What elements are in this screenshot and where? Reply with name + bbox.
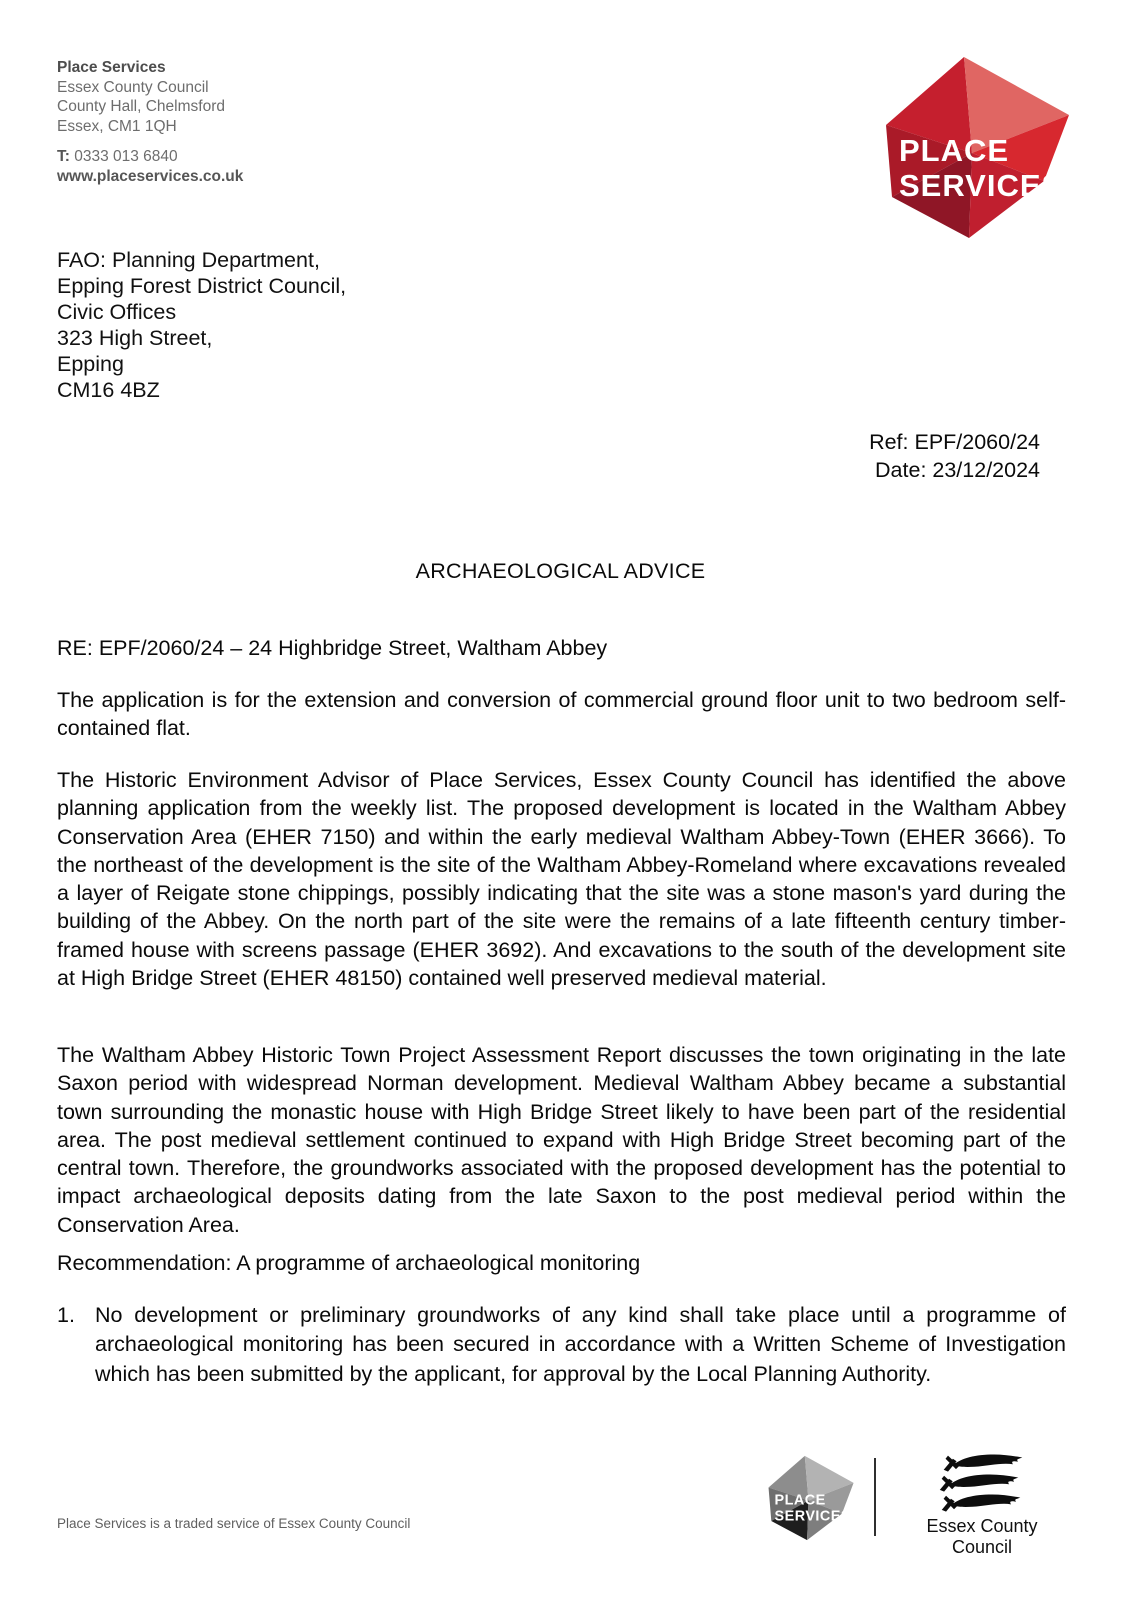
place-services-footer-logo <box>762 1455 855 1541</box>
footer-disclaimer: Place Services is a traded service of Essex County Council <box>57 1516 411 1531</box>
recipient-line: CM16 4BZ <box>57 378 160 402</box>
recipient-line: 323 High Street, <box>57 326 213 350</box>
recommendation-heading: Recommendation: A programme of archaeological monitoring <box>57 1251 641 1275</box>
recipient-line: Epping Forest District Council, <box>57 274 347 298</box>
recipient-line: Civic Offices <box>57 300 177 324</box>
essex-county-council-logo <box>898 1452 1066 1558</box>
condition-text: No development or preliminary groundworks of any kind shall take place until a programme of archaeological monitoring has been secured in accordance with a Written Scheme of Investigation which has been submitted by the applicant, for approval by the Local Planning Authority. <box>95 1303 1066 1386</box>
recipient-address-block <box>57 247 346 403</box>
gem-text-line2: SERVICES <box>899 168 1064 203</box>
reference-number: Ref: EPF/2060/24 <box>869 430 1040 454</box>
recipient-line: FAO: Planning Department, <box>57 248 320 272</box>
sender-address-line: Essex, CM1 1QH <box>57 117 177 135</box>
gem-icon <box>872 55 1072 240</box>
letter-title: ARCHAEOLOGICAL ADVICE <box>415 559 706 583</box>
sender-address-block <box>57 58 243 186</box>
sender-name: Place Services <box>57 59 166 76</box>
recipient-line: Epping <box>57 352 124 376</box>
sender-address-line: County Hall, Chelmsford <box>57 98 225 115</box>
gem-text-line2: SERVICES <box>774 1508 851 1525</box>
sender-address-line: Essex County Council <box>57 78 209 96</box>
essex-logo-text: Essex County Council <box>926 1516 1038 1557</box>
place-services-logo <box>872 55 1072 241</box>
sender-phone <box>57 147 243 167</box>
three-seaxes-icon <box>932 1452 1032 1514</box>
paragraph-town-assessment: The Waltham Abbey Historic Town Project Assessment Report discusses the town originating in the late Saxon period with widespread Norman development. Medieval Waltham Abbey became a substantial town surrounding the monastic house with High Bridge Street likely to have been part of the residential area. The post medieval settlement continued to expand with High Bridge Street becoming part of the central town. Therefore, the groundworks associated with the proposed development has the potential to impact archaeological deposits dating from the late Saxon to the post medieval period within the Conservation Area. <box>57 1043 1066 1237</box>
phone-label: T: <box>57 148 70 165</box>
subject-line: RE: EPF/2060/24 – 24 Highbridge Street, Waltham Abbey <box>57 636 608 660</box>
condition-number: 1. <box>57 1303 75 1327</box>
gem-text-line1: PLACE <box>774 1492 826 1509</box>
paragraph-historic-environment: The Historic Environment Advisor of Place Services, Essex County Council has identified the above planning application from the weekly list. The proposed development is located in the Waltham Abbey Conservation Area (EHER 7150) and within the early medieval Waltham Abbey-Town (EHER 3666). To the northeast of the development is the site of the Waltham Abbey-Romeland where excavations revealed a layer of Reigate stone chippings, possibly indicating that the site was a stone mason's yard during the building of the Abbey. On the north part of the site were the remains of a late fifteenth century timber-framed house with screens passage (EHER 3692). And excavations to the south of the development site at High Bridge Street (EHER 48150) contained well preserved medieval material. <box>57 768 1066 991</box>
reference-block <box>869 428 1040 484</box>
letter-date: Date: 23/12/2024 <box>875 458 1040 482</box>
gem-text-line1: PLACE <box>899 133 1010 168</box>
sender-website: www.placeservices.co.uk <box>57 167 244 185</box>
gem-icon-grayscale <box>762 1455 855 1541</box>
footer-divider <box>874 1458 876 1536</box>
paragraph-application: The application is for the extension and conversion of commercial ground floor unit to two bedroom self-contained flat. <box>57 688 1066 741</box>
phone-number: 0333 013 6840 <box>69 148 178 165</box>
condition-item-1 <box>57 1301 1066 1389</box>
